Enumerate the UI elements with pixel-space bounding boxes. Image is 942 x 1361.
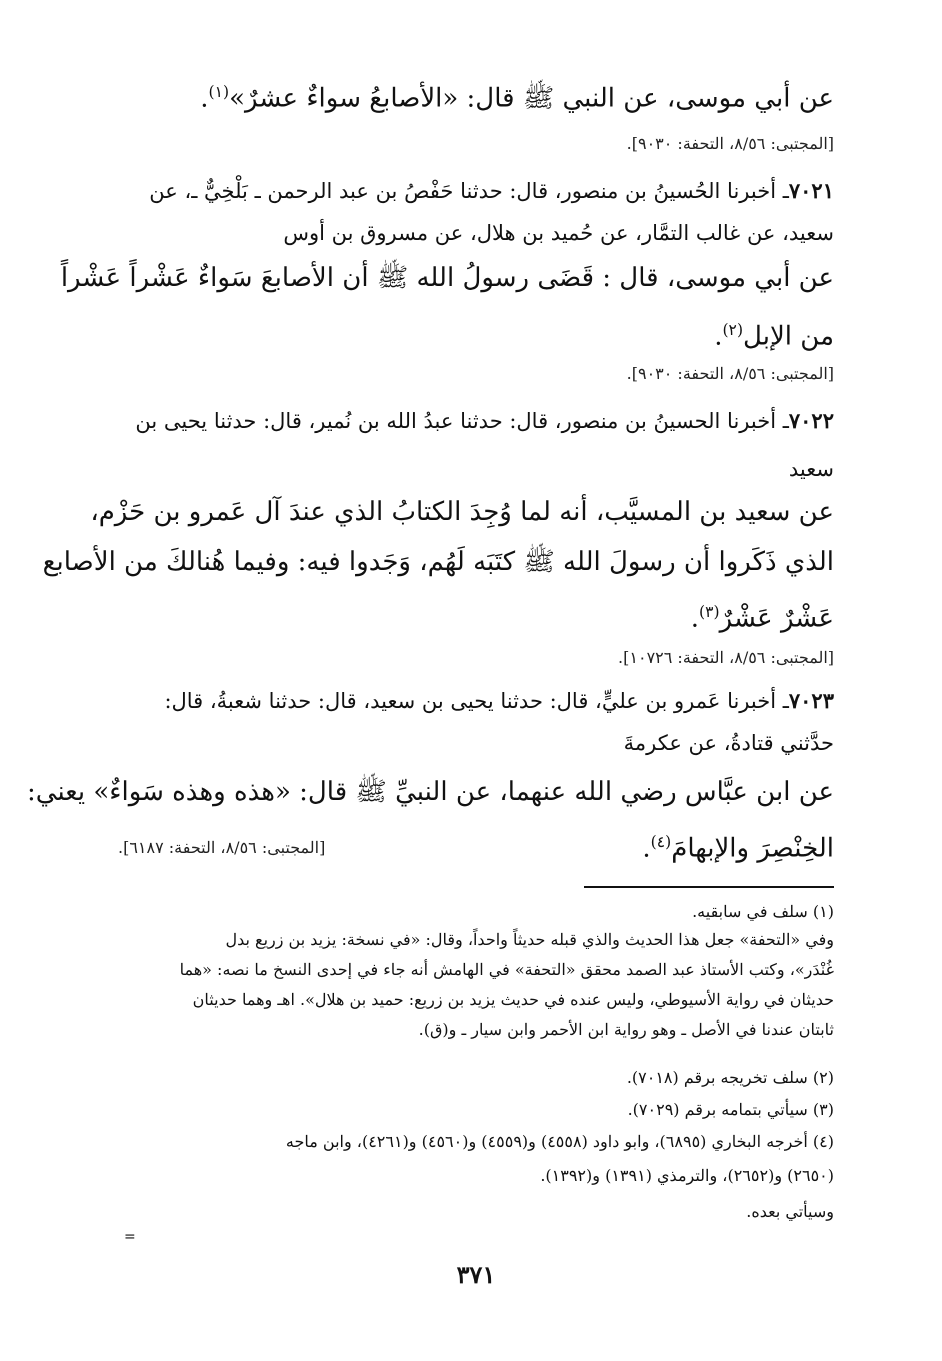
hadith-7020-matn: عن أبي موسى، عن النبي ﷺ قال: «الأصابعُ سواءٌ عشرٌ»$^{(١)}$. [200,83,834,114]
footnote-separator [584,886,834,888]
reference-line: [المجتبى: ٨/٥٦، التحفة: ١٠٧٢٦]. [618,648,834,667]
isnad-text: ـ أخبرنا عَمرو بن عليٍّ، قال: حدثنا يحيى بن سعيد، قال: حدثنا شعبةُ، قال: [164,689,789,713]
reference-line: [المجتبى: ٨/٥٦، التحفة: ٦١٨٧]. [118,838,326,857]
reference-line: [المجتبى: ٨/٥٦، التحفة: ٩٠٣٠]. [626,364,834,383]
footnote-1-note-2: غُنْدَر»، وكتب الأستاذ عبد الصمد محقق «التحفة» في الهامش أنه جاء في إحدى النسخ ما نصه: «هما [179,960,834,979]
footnote-4-line-3: وسيأتي بعده. [746,1202,834,1221]
footnote-ref: (٤) [650,833,672,851]
hadith-7023-isnad-2: حدَّثني قتادةُ، عن عكرمةَ [623,731,834,755]
matn-text: الخِنْصِرَ والإبهامَ [671,833,834,864]
footnote-3: (٣) سيأتي بتمامه برقم (٧٠٢٩). [627,1100,834,1119]
hadith-7022-matn-3: عَشْرٌ عَشْرٌ$^{(٣)}$. [690,603,834,634]
matn-text: عَشْرٌ عَشْرٌ [719,603,834,634]
margin-mark: = [124,1229,136,1245]
footnote-2: (٢) سلف تخريجه برقم (٧٠١٨). [626,1068,834,1087]
page-number: ٣٧١ [456,1260,496,1289]
footnote-1-note-4: ثابتان عندنا في الأصل ـ وهو رواية ابن الأحمر وابن سيار ـ و(ق). [418,1020,834,1039]
hadith-7023-matn-2: الخِنْصِرَ والإبهامَ$^{(٤)}$. [642,833,834,864]
footnote-ref: (٣) [699,603,720,621]
hadith-7022-matn-2: الذي ذَكَروا أن رسولَ الله ﷺ كتَبَه لَهُم، وَجَدوا فيه: وفيما هُنالكَ من الأصابع [42,547,834,577]
footnote-4-line-2: (٢٦٥٠) و(٢٦٥٢)، والترمذي (١٣٩١) و(١٣٩٢). [540,1166,834,1185]
reference-line: [المجتبى: ٨/٥٦، التحفة: ٩٠٣٠]. [626,134,834,153]
hadith-number: ٧٠٢١ [788,178,834,203]
hadith-7021-matn-2: من الإبل$^{(٢)}$. [714,321,834,352]
hadith-7022-matn-1: عن سعيد بن المسيَّب، أنه لما وُجِدَ الكتابُ الذي عندَ آل عَمرو بن حَزْم، [90,497,834,527]
matn-text: من الإبل [743,321,834,352]
hadith-7023-matn-1: عن ابن عبَّاس رضي الله عنهما، عن النبيِّ ﷺ قال: «هذه وهذه سَواءٌ» يعني: [27,777,834,807]
matn-text: عن أبي موسى، عن النبي ﷺ قال: «الأصابعُ سواءٌ عشرٌ» [229,83,834,114]
hadith-7021-matn-1: عن أبي موسى، قال : قَضَى رسولُ الله ﷺ أن الأصابعَ سَواءٌ عَشْراً عَشْراً [60,263,834,293]
hadith-7022-isnad-2: سعيد [788,457,834,481]
hadith-number: ٧٠٢٣ [788,688,834,713]
hadith-7021-isnad-1 [118,174,834,208]
footnote-1-note-3: حديثان في رواية الأسيوطي، وليس عنده في حديث يزيد بن زريع: حميد بن هلال». اهـ وهما حديثان [192,990,834,1009]
hadith-number: ٧٠٢٢ [788,408,834,433]
hadith-7021-isnad-2: سعيد، عن غالب التمَّار، عن حُميد بن هلال، عن مسروق بن أوس [283,221,834,245]
isnad-text: ـ أخبرنا الحسينُ بن منصور، قال: حدثنا عبدُ الله بن نُمير، قال: حدثنا يحيى بن [135,409,789,433]
hadith-7022-isnad-1 [118,404,834,438]
isnad-text: ـ أخبرنا الحُسينُ بن منصور، قال: حدثنا حَفْصُ بن عبد الرحمن ـ بَلْخِيٌّ ـ، عن [149,179,789,203]
footnote-ref: (١) [208,83,230,101]
footnote-1: (١) سلف في سابقيه. [692,902,834,921]
footnote-ref: (٢) [722,321,744,339]
hadith-7023-isnad-1 [118,684,834,718]
footnote-1-note-1: وفي «التحفة» جعل هذا الحديث والذي قبله حديثاً واحداً، وقال: «في نسخة: يزيد بن زريع بدل [225,930,834,949]
footnote-4-line-1: (٤) أخرجه البخاري (٦٨٩٥)، وابو داود (٤٥٥٨) و(٤٥٥٩) و(٤٥٦٠) و(٤٢٦١)، وابن ماجه [285,1132,834,1151]
